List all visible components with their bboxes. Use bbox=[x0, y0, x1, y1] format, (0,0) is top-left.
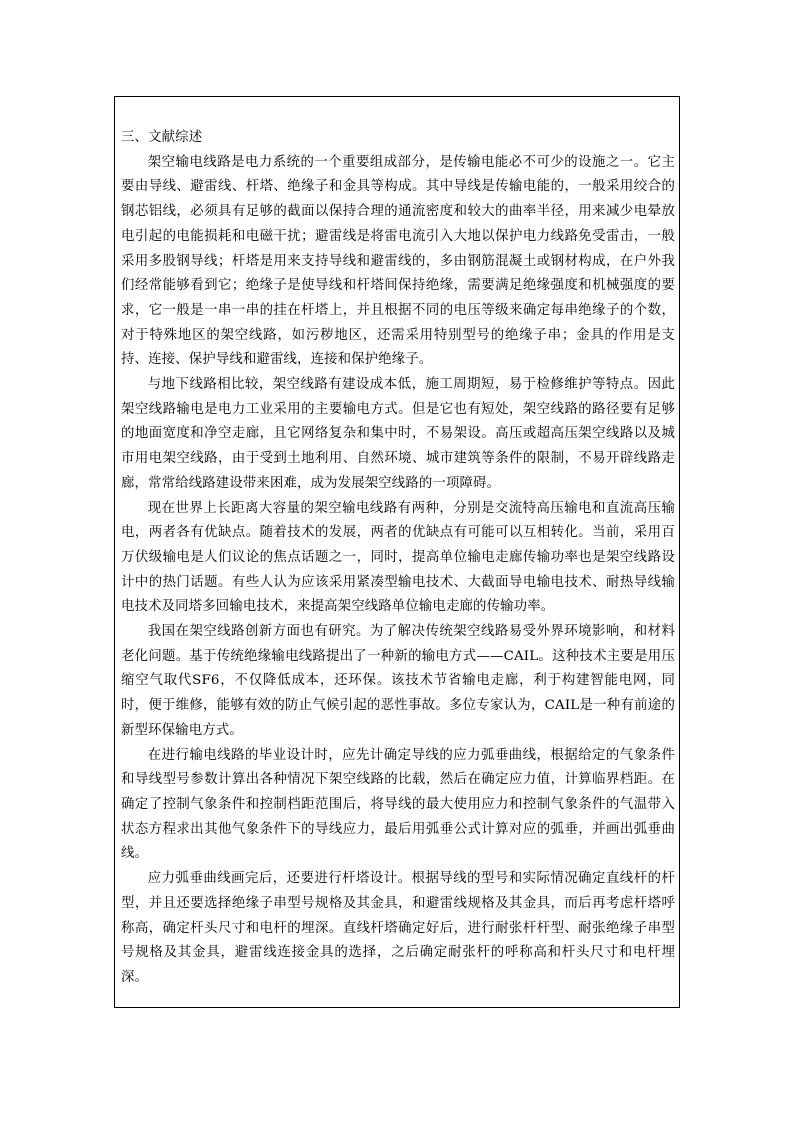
literature-review-section bbox=[121, 126, 675, 991]
section-heading: 三、文献综述 bbox=[121, 130, 203, 145]
paragraph-overview: 架空输电线路是电力系统的一个重要组成部分，是传输电能必不可少的设施之一。它主要由导线、避雷线、杆塔、绝缘子和金具等构成。其中导线是传输电能的，一般采用绞合的钢芯铝线，必须具有足够的截面以保持合理的通流密度和较大的曲率半径，用来减少电晕放电引起的电能损耗和电磁干扰；避雷线是将雷电流引入大地以保护电力线路免受雷击，一般采用多股钢导线；杆塔是用来支持导线和避雷线的，多由钢筋混凝土或钢材构成，在户外我们经常能够看到它；绝缘子是使导线和杆塔间保持绝缘，需要满足绝缘强度和机械强度的要求，它一般是一串一串的挂在杆塔上，并且根据不同的电压等级来确定每串绝缘子的个数，对于特殊地区的架空线路，如污秽地区，还需采用特别型号的绝缘子串；金具的作用是支持、连接、保护导线和避雷线，连接和保护绝缘子。 bbox=[121, 154, 675, 368]
paragraph-transmission-types: 现在世界上长距离大容量的架空输电线路有两种，分别是交流特高压输电和直流高压输电，两者各有优缺点。随着技术的发展，两者的优缺点有可能可以互相转化。当前，采用百万伏级输电是人们议论的焦点话题之一，同时，提高单位输电走廊传输功率也是架空线路设计中的热门话题。有些人认为应该采用紧凑型输电技术、大截面导电输电技术、耐热导线输电技术及同塔多回输电技术，来提高架空线路单位输电走廊的传输功率。 bbox=[121, 500, 675, 615]
paragraph-innovation: 我国在架空线路创新方面也有研究。为了解决传统架空线路易受外界环境影响，和材料老化问题。基于传统绝缘输电线路提出了一种新的输电方式——CAIL。这种技术主要是用压缩空气取代SF6，不仅降低成本，还环保。该技术节省输电走廊，利于构建智能电网，同时，便于维修，能够有效的防止气候引起的恶性事故。多位专家认为，CAIL是一种有前途的新型环保输电方式。 bbox=[121, 624, 675, 738]
paragraph-sag-design: 在进行输电线路的毕业设计时，应先计确定导线的应力弧垂曲线，根据给定的气象条件和导线型号参数计算出各种情况下架空线路的比载，然后在确定应力值，计算临界档距。在确定了控制气象条件和控制档距范围后，将导线的最大使用应力和控制气象条件的气温带入状态方程求出其他气象条件下的导线应力，最后用弧垂公式计算对应的弧垂，并画出弧垂曲线。 bbox=[121, 747, 675, 862]
content-frame bbox=[114, 96, 680, 1008]
paragraph-tower-design: 应力弧垂曲线画完后，还要进行杆塔设计。根据导线的型号和实际情况确定直线杆的杆型，并且还要选择绝缘子串型号规格及其金具，和避雷线规格及其金具，而后再考虑杆塔呼称高，确定杆头尺寸和电杆的埋深。直线杆塔确定好后，进行耐张杆杆型、耐张绝缘子串型号规格及其金具，避雷线连接金具的选择，之后确定耐张杆的呼称高和杆头尺寸和电杆埋深。 bbox=[121, 871, 675, 985]
paragraph-comparison: 与地下线路相比较，架空线路有建设成本低，施工周期短，易于检修维护等特点。因此架空线路输电是电力工业采用的主要输电方式。但是它也有短处，架空线路的路径要有足够的地面宽度和净空走廊，且它网络复杂和集中时，不易架设。高压或超高压架空线路以及城市用电架空线路，由于受到土地利用、自然环境、城市建筑等条件的限制，不易开辟线路走廊，常常给线路建设带来困难，成为发展架空线路的一项障碍。 bbox=[121, 377, 675, 491]
